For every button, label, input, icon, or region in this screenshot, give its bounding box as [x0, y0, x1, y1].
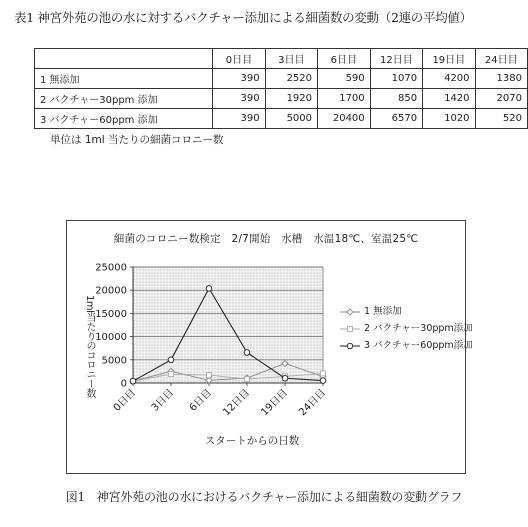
legend-item — [339, 303, 473, 320]
table-cell: 520 — [475, 109, 527, 129]
table-cell: 590 — [318, 69, 371, 89]
table-cell: 4200 — [423, 69, 475, 89]
legend-swatch-icon — [339, 341, 361, 351]
table-cell: 1420 — [423, 89, 475, 109]
y-tick-label: 15000 — [95, 308, 127, 320]
table-row — [35, 109, 528, 129]
table-cell: 1380 — [475, 69, 527, 89]
table-cell: 850 — [370, 89, 422, 109]
data-point-marker — [321, 371, 326, 376]
table-cell: 6570 — [370, 109, 422, 129]
legend-item — [339, 337, 473, 354]
row-label: 2 バクチャー30ppm 添加 — [35, 89, 213, 109]
legend-item — [339, 320, 473, 337]
x-tick-label: 3日目 — [149, 387, 177, 414]
data-point-marker — [169, 372, 174, 377]
row-label: 1 無添加 — [35, 69, 213, 89]
column-header: 24日目 — [475, 49, 527, 69]
data-point-marker — [320, 378, 326, 384]
table-cell: 2070 — [475, 89, 527, 109]
data-point-marker — [282, 375, 288, 381]
column-header: 0日目 — [213, 49, 265, 69]
data-point-marker — [207, 373, 212, 378]
table-cell: 1920 — [265, 89, 317, 109]
data-point-marker — [168, 357, 174, 363]
chart-legend — [339, 303, 473, 354]
column-header: 12日目 — [370, 49, 422, 69]
legend-swatch-icon — [339, 324, 361, 334]
y-tick-label: 0 — [120, 378, 127, 390]
table-cell: 1700 — [318, 89, 371, 109]
legend-label: 3 バクチャー60ppm添加 — [364, 340, 473, 351]
legend-label: 1 無添加 — [364, 306, 402, 317]
bacteria-count-table — [34, 48, 528, 129]
table-cell: 20400 — [318, 109, 371, 129]
x-tick-label: 0日目 — [111, 387, 139, 414]
unit-note: 単位は 1ml 当たりの細菌コロニー数 — [50, 134, 224, 146]
table-caption: 表1 神宮外苑の池の水に対するバクチャー添加による細菌数の変動（2連の平均値） — [14, 10, 472, 25]
x-tick-label: 6日目 — [187, 387, 215, 414]
column-header: 19日目 — [423, 49, 475, 69]
table-cell: 1070 — [370, 69, 422, 89]
x-axis-label: スタートからの日数 — [204, 435, 300, 447]
y-tick-label: 20000 — [95, 285, 127, 297]
legend-swatch-icon — [339, 307, 361, 317]
table-row — [35, 69, 528, 89]
data-point-marker — [244, 350, 250, 356]
table-header-row — [35, 49, 528, 69]
x-tick-label: 12日目 — [221, 387, 253, 419]
table-cell: 390 — [213, 109, 265, 129]
chart-title: 細菌のコロニー数検定 2/7開始 水槽 水温18℃、室温25℃ — [113, 233, 419, 245]
x-tick-label: 24日目 — [297, 387, 329, 419]
y-axis-label: 1ml当たりのコロニー数 — [84, 294, 95, 398]
x-tick-label: 19日目 — [259, 387, 291, 419]
table-cell: 390 — [213, 89, 265, 109]
row-label: 3 バクチャー60ppm 添加 — [35, 109, 213, 129]
legend-label: 2 バクチャー30ppm添加 — [364, 323, 473, 334]
y-tick-label: 25000 — [95, 262, 127, 274]
column-header: 3日目 — [265, 49, 317, 69]
table-cell: 1020 — [423, 109, 475, 129]
table-cell: 390 — [213, 69, 265, 89]
table-cell: 2520 — [265, 69, 317, 89]
data-point-marker — [245, 377, 250, 382]
table-row — [35, 89, 528, 109]
column-header: 6日目 — [318, 49, 371, 69]
table-cell: 5000 — [265, 109, 317, 129]
y-tick-label: 5000 — [101, 355, 127, 367]
data-point-marker — [130, 378, 136, 384]
data-point-marker — [206, 286, 212, 292]
table-corner-cell — [35, 49, 213, 69]
chart-frame — [66, 220, 473, 474]
y-tick-label: 10000 — [95, 332, 127, 344]
figure-caption: 図1 神宮外苑の池の水におけるバクチャー添加による細菌数の変動グラフ — [65, 490, 463, 504]
